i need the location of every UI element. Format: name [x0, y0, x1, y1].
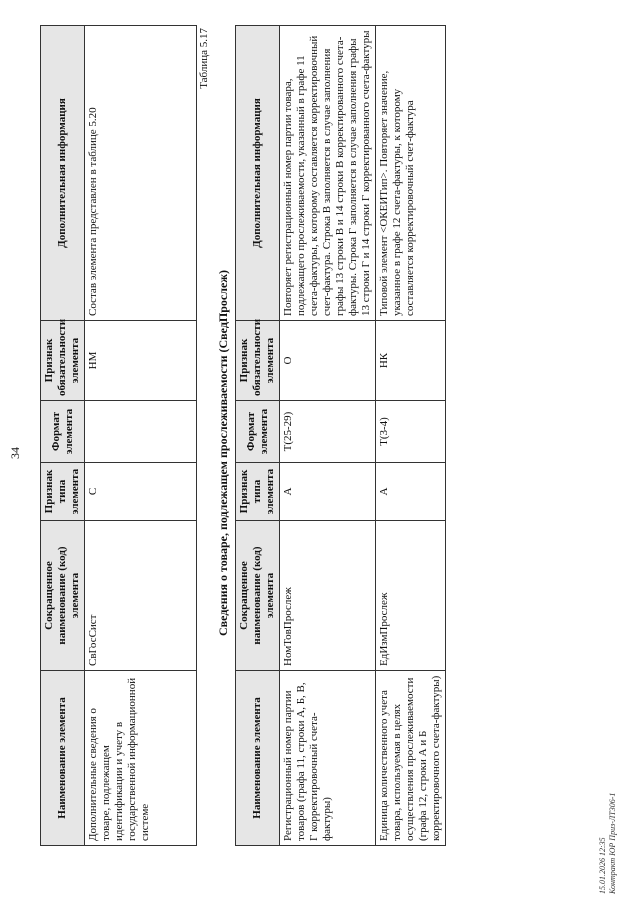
table-traceability-info: [235, 25, 446, 846]
table-cell: Т(3-4): [376, 401, 446, 463]
stamp-date: 15.01.2026 12:35: [598, 837, 607, 894]
signature-stamp: [598, 793, 618, 894]
table-cell: Дополнительные сведения о товаре, подлежащем идентификации и учету в государственной информационной системе: [85, 671, 197, 846]
table-cell: ЕдИзмПрослеж: [376, 521, 446, 671]
header-cell: Сокращенное наименование (код) элемента: [41, 521, 85, 671]
header-cell: Дополнительная информация: [41, 26, 85, 321]
header-cell: Признак типа элемента: [41, 463, 85, 521]
page-number: 34: [8, 447, 22, 459]
table-cell: НМ: [85, 321, 197, 401]
header-cell: Сокращенное наименование (код) элемента: [236, 521, 280, 671]
table-row: [85, 26, 197, 846]
table-cell: СвГосСист: [85, 521, 197, 671]
table-cell: Регистрационный номер партии товаров (графа 11, строки А, Б, В, Г корректировочный счета-фактуры): [280, 671, 376, 846]
table-header-row: [41, 26, 85, 846]
header-cell: Наименование элемента: [236, 671, 280, 846]
table-row: [376, 26, 446, 846]
table-caption: Таблица 5.17: [198, 28, 210, 89]
stamp-text: Контракт ЮР Приз-ЛТ306-1: [608, 792, 617, 894]
table-cell: НомТовПрослеж: [280, 521, 376, 671]
header-cell: Формат элемента: [236, 401, 280, 463]
header-cell: Признак обязательности элемента: [41, 321, 85, 401]
table-cell: С: [85, 463, 197, 521]
table-supplementary-info: [40, 25, 197, 846]
table-cell: НК: [376, 321, 446, 401]
header-cell: Формат элемента: [41, 401, 85, 463]
table-cell: О: [280, 321, 376, 401]
table-title: Сведения о товаре, подлежащем прослеживаемости (СведПрослеж): [216, 270, 230, 636]
table-cell: Повторяет регистрационный номер партии товара, подлежащего прослеживаемости, указанный в графе 11 счета-фактуры, к которому составляется корректировочный счет-фактура. Строка В заполняется в случае заполнения графы 13 строки В и 14 строки В корректированного счета-фактуры. Строка Г заполняется в случае заполнения графы 13 строки Г и 14 строки Г корректированного счета-фактуры: [280, 26, 376, 321]
table-cell: Состав элемента представлен в таблице 5.20: [85, 26, 197, 321]
table-cell: Т(25-29): [280, 401, 376, 463]
table-cell: А: [376, 463, 446, 521]
header-cell: Дополнительная информация: [236, 26, 280, 321]
table-cell: Единица количественного учета товара, используемая в целях осуществления прослеживаемости (графа 12, строки А и Б корректировочного счета-фактуры): [376, 671, 446, 846]
table-header-row: [236, 26, 280, 846]
table-cell: А: [280, 463, 376, 521]
header-cell: Признак обязательности элемента: [236, 321, 280, 401]
header-cell: Наименование элемента: [41, 671, 85, 846]
table-cell: Типовой элемент <ОКЕИТип>. Повторяет значение, указанное в графе 12 счета-фактуры, к которому составляется корректировочный счет-фактура: [376, 26, 446, 321]
table-row: [280, 26, 376, 846]
header-cell: Признак типа элемента: [236, 463, 280, 521]
table-cell: [85, 401, 197, 463]
